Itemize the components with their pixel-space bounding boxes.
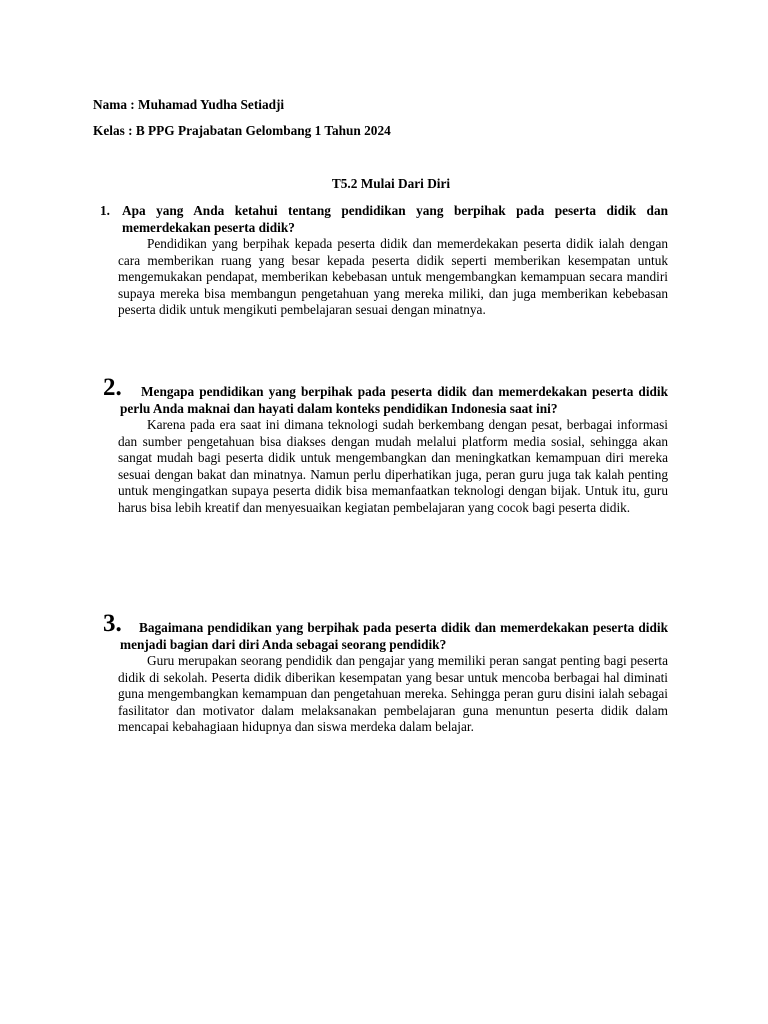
question-number: 2. — [103, 374, 122, 401]
student-name: Nama : Muhamad Yudha Setiadji — [93, 97, 285, 112]
question-3 — [93, 611, 668, 736]
question-heading — [93, 611, 668, 653]
answer-paragraph: Pendidikan yang berpihak kepada peserta didik dan memerdekakan peserta didik ialah dengan cara memberikan ruang yang besar kepada peserta didik seperti memberikan kesempatan untuk mengemukakan pendapat, memberikan kebebasan untuk mengembangkan kemampuan secara mandiri supaya mereka bisa membangun pengetahuan yang mereka miliki, dan juga memberikan kebebasan peserta didik untuk mengikuti pembelajaran sesuai dengan minatnya. — [118, 236, 668, 318]
question-heading — [93, 376, 668, 417]
question-text: Bagaimana pendidikan yang berpihak pada peserta didik dan memerdekakan peserta didik menjadi bagian dari diri Anda sebagai seorang pendidik? — [120, 620, 668, 652]
question-text: Mengapa pendidikan yang berpihak pada peserta didik dan memerdekakan peserta didik perlu Anda maknai dan hayati dalam konteks pendidikan Indonesia saat ini? — [120, 384, 668, 416]
question-2 — [93, 376, 668, 517]
document-title: T5.2 Mulai Dari Diri — [331, 176, 451, 191]
answer-paragraph: Guru merupakan seorang pendidik dan pengajar yang memiliki peran sangat penting bagi peserta didik di sekolah. Peserta didik diberikan kesempatan yang besar untuk mencoba berbagai hal diminati guna mengembangkan kemampuan dan pengetahuan mereka. Sehingga peran guru disini ialah sebagai fasilitator dan motivator dalam melaksanakan pembelajaran guna menuntun peserta didik dalam mencapai kebahagiaan hidupnya dan siswa merdeka dalam belajar. — [118, 653, 668, 735]
question-heading — [93, 202, 668, 236]
question-text: Apa yang Anda ketahui tentang pendidikan yang berpihak pada peserta didik dan memerdekakan peserta didik? — [122, 203, 668, 235]
student-class: Kelas : B PPG Prajabatan Gelombang 1 Tahun 2024 — [93, 123, 391, 138]
question-1 — [93, 202, 668, 319]
question-number: 3. — [103, 610, 122, 637]
answer-paragraph: Karena pada era saat ini dimana teknologi sudah berkembang dengan pesat, berbagai informasi dan sumber pengetahuan bisa diakses dengan mudah melalui platform media sosial, sehingga akan sangat mudah bagi peserta didik untuk mengembangkan dan meningkatkan kemampuan diri mereka sesuai dengan bakat dan minatnya. Namun perlu diperhatikan juga, peran guru juga tak kalah penting untuk mengingatkan supaya peserta didik bisa memanfaatkan teknologi dengan bijak. Untuk itu, guru harus bisa lebih kreatif dan menyesuaikan kegiatan pembelajaran yang cocok bagi peserta didik. — [118, 417, 668, 515]
question-number: 1. — [100, 203, 110, 218]
